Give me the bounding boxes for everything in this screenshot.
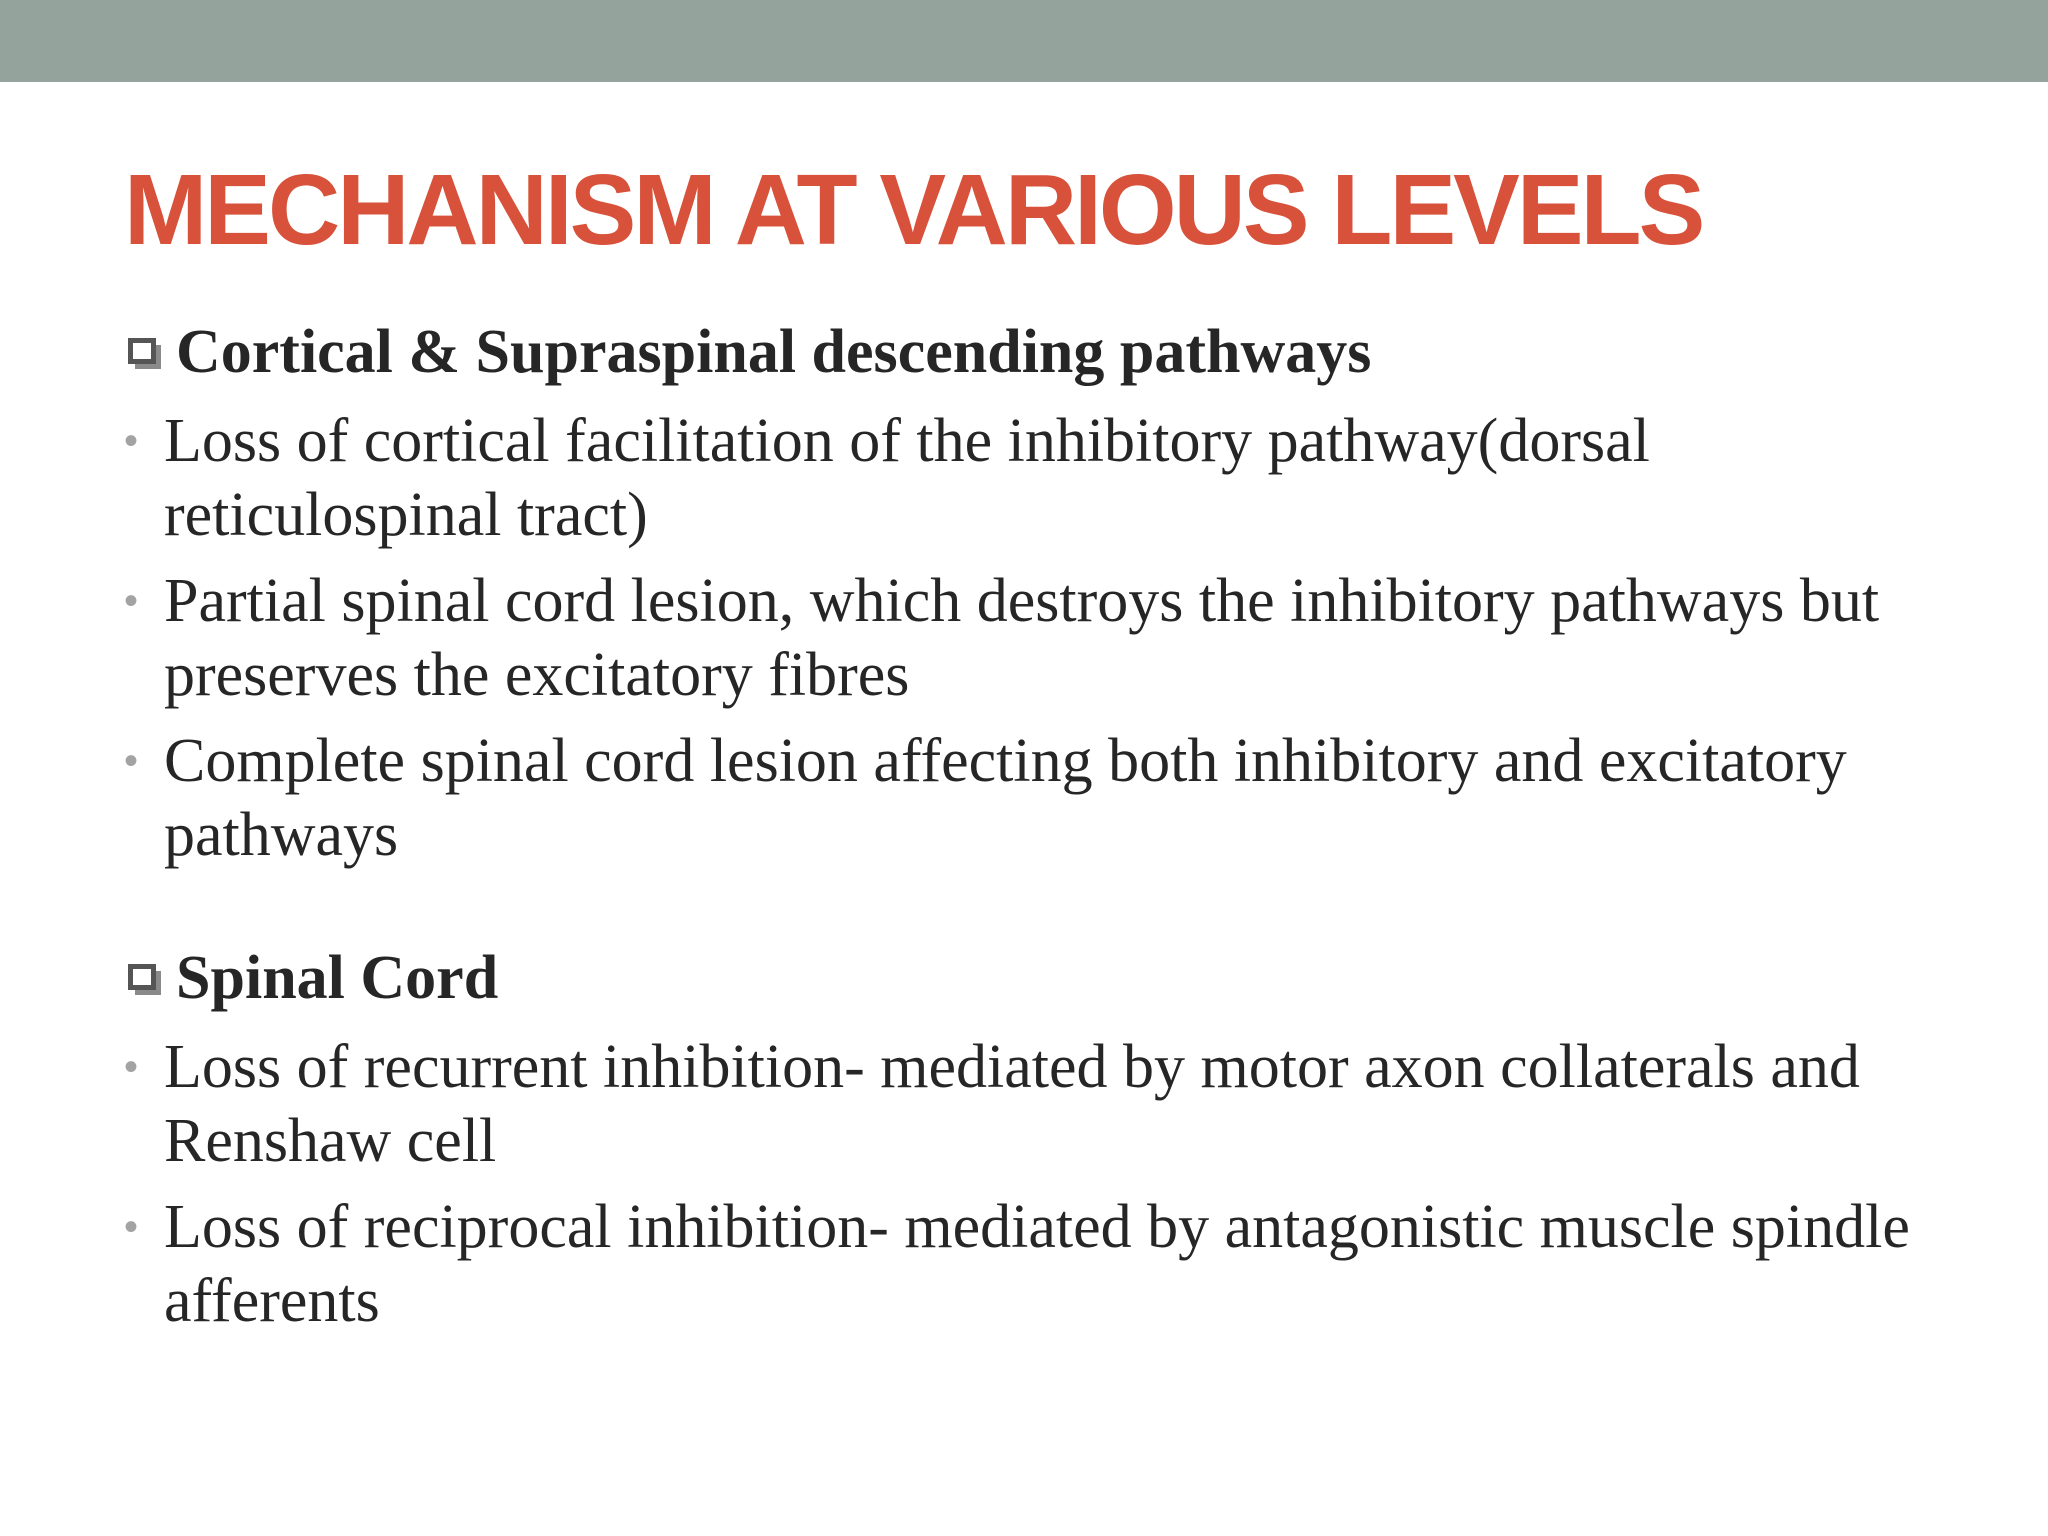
list-item [124,724,1984,872]
list-item-text: Loss of cortical facilitation of the inhibitory pathway(dorsal reticulospinal tract) [164,407,1650,549]
section-spinal-cord [124,938,1984,1338]
list-item [124,1190,1984,1338]
section-heading [124,312,1984,392]
section-cortical-supraspinal [124,312,1984,872]
top-accent-bar [0,0,2048,82]
bullet-dot-icon: • [124,739,139,783]
list-item [124,564,1984,712]
list-item [124,1030,1984,1178]
list-item-text: Complete spinal cord lesion affecting both inhibitory and excitatory pathways [164,727,1847,869]
list-item [124,404,1984,552]
list-item-text: Loss of reciprocal inhibition- mediated by antagonistic muscle spindle afferents [164,1193,1910,1335]
checkbox-icon [128,964,156,990]
bullet-list [124,1030,1984,1338]
section-heading-text: Spinal Cord [176,944,499,1012]
slide-content [124,312,1984,1338]
section-heading-text: Cortical & Supraspinal descending pathways [176,318,1372,386]
bullet-list [124,404,1984,872]
checkbox-icon [128,338,156,364]
bullet-dot-icon: • [124,1205,139,1249]
bullet-dot-icon: • [124,579,139,623]
bullet-dot-icon: • [124,1045,139,1089]
list-item-text: Loss of recurrent inhibition- mediated by motor axon collaterals and Renshaw cell [164,1033,1860,1175]
section-heading [124,938,1984,1018]
bullet-dot-icon: • [124,419,139,463]
slide-title: MECHANISM AT VARIOUS LEVELS [124,154,1703,266]
list-item-text: Partial spinal cord lesion, which destroys the inhibitory pathways but preserves the excitatory fibres [164,567,1880,709]
